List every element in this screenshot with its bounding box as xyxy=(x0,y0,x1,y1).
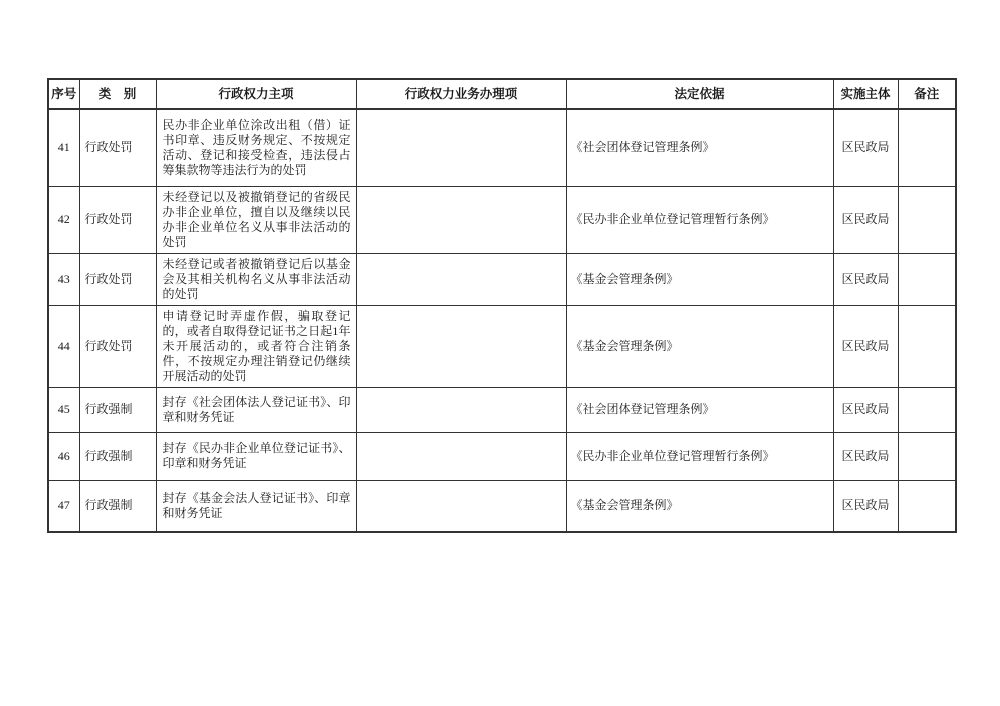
cell-business-item xyxy=(356,387,566,432)
cell-category: 行政处罚 xyxy=(79,186,156,253)
header-cell-no: 序号 xyxy=(48,79,79,109)
cell-category: 行政处罚 xyxy=(79,253,156,305)
cell-main-item: 申请登记时弄虚作假，骗取登记的，或者自取得登记证书之日起1年未开展活动的，或者符合注销条件，不按规定办理注销登记仍继续开展活动的处罚 xyxy=(156,305,356,387)
cell-legal-basis: 《社会团体登记管理条例》 xyxy=(566,109,833,186)
header-cell-legal-basis: 法定依据 xyxy=(566,79,833,109)
cell-main-item: 未经登记以及被撤销登记的省级民办非企业单位，擅自以及继续以民办非企业单位名义从事非法活动的处罚 xyxy=(156,186,356,253)
header-cell-implementer: 实施主体 xyxy=(833,79,898,109)
cell-no: 47 xyxy=(48,480,79,532)
header-cell-main-item: 行政权力主项 xyxy=(156,79,356,109)
cell-legal-basis: 《基金会管理条例》 xyxy=(566,305,833,387)
cell-remark xyxy=(898,305,956,387)
cell-no: 45 xyxy=(48,387,79,432)
cell-legal-basis: 《民办非企业单位登记管理暂行条例》 xyxy=(566,432,833,480)
cell-no: 41 xyxy=(48,109,79,186)
cell-implementer: 区民政局 xyxy=(833,253,898,305)
cell-remark xyxy=(898,480,956,532)
table-row xyxy=(48,305,956,387)
cell-main-item: 封存《民办非企业单位登记证书》、印章和财务凭证 xyxy=(156,432,356,480)
table-row xyxy=(48,253,956,305)
header-cell-category: 类 别 xyxy=(79,79,156,109)
cell-remark xyxy=(898,387,956,432)
header-cell-business-item: 行政权力业务办理项 xyxy=(356,79,566,109)
table-row xyxy=(48,387,956,432)
cell-category: 行政强制 xyxy=(79,432,156,480)
cell-main-item: 民办非企业单位涂改出租（借）证书印章、违反财务规定、不按规定活动、登记和接受检查，违法侵占筹集款物等违法行为的处罚 xyxy=(156,109,356,186)
cell-business-item xyxy=(356,186,566,253)
cell-legal-basis: 《基金会管理条例》 xyxy=(566,253,833,305)
header-row xyxy=(48,79,956,109)
cell-category: 行政处罚 xyxy=(79,109,156,186)
cell-business-item xyxy=(356,109,566,186)
table-row xyxy=(48,109,956,186)
cell-implementer: 区民政局 xyxy=(833,387,898,432)
header-cell-remark: 备注 xyxy=(898,79,956,109)
cell-main-item: 封存《社会团体法人登记证书》、印章和财务凭证 xyxy=(156,387,356,432)
cell-implementer: 区民政局 xyxy=(833,480,898,532)
cell-business-item xyxy=(356,480,566,532)
cell-remark xyxy=(898,109,956,186)
cell-category: 行政处罚 xyxy=(79,305,156,387)
administrative-power-table xyxy=(47,78,957,533)
cell-legal-basis: 《社会团体登记管理条例》 xyxy=(566,387,833,432)
cell-legal-basis: 《基金会管理条例》 xyxy=(566,480,833,532)
cell-remark xyxy=(898,253,956,305)
cell-business-item xyxy=(356,432,566,480)
cell-implementer: 区民政局 xyxy=(833,432,898,480)
cell-legal-basis: 《民办非企业单位登记管理暂行条例》 xyxy=(566,186,833,253)
cell-business-item xyxy=(356,305,566,387)
table-row xyxy=(48,480,956,532)
cell-implementer: 区民政局 xyxy=(833,186,898,253)
cell-implementer: 区民政局 xyxy=(833,109,898,186)
cell-main-item: 未经登记或者被撤销登记后以基金会及其相关机构名义从事非法活动的处罚 xyxy=(156,253,356,305)
cell-business-item xyxy=(356,253,566,305)
cell-category: 行政强制 xyxy=(79,387,156,432)
cell-category: 行政强制 xyxy=(79,480,156,532)
cell-no: 43 xyxy=(48,253,79,305)
cell-no: 46 xyxy=(48,432,79,480)
cell-no: 44 xyxy=(48,305,79,387)
cell-remark xyxy=(898,432,956,480)
cell-no: 42 xyxy=(48,186,79,253)
cell-remark xyxy=(898,186,956,253)
table-row xyxy=(48,432,956,480)
table-row xyxy=(48,186,956,253)
cell-main-item: 封存《基金会法人登记证书》、印章和财务凭证 xyxy=(156,480,356,532)
cell-implementer: 区民政局 xyxy=(833,305,898,387)
